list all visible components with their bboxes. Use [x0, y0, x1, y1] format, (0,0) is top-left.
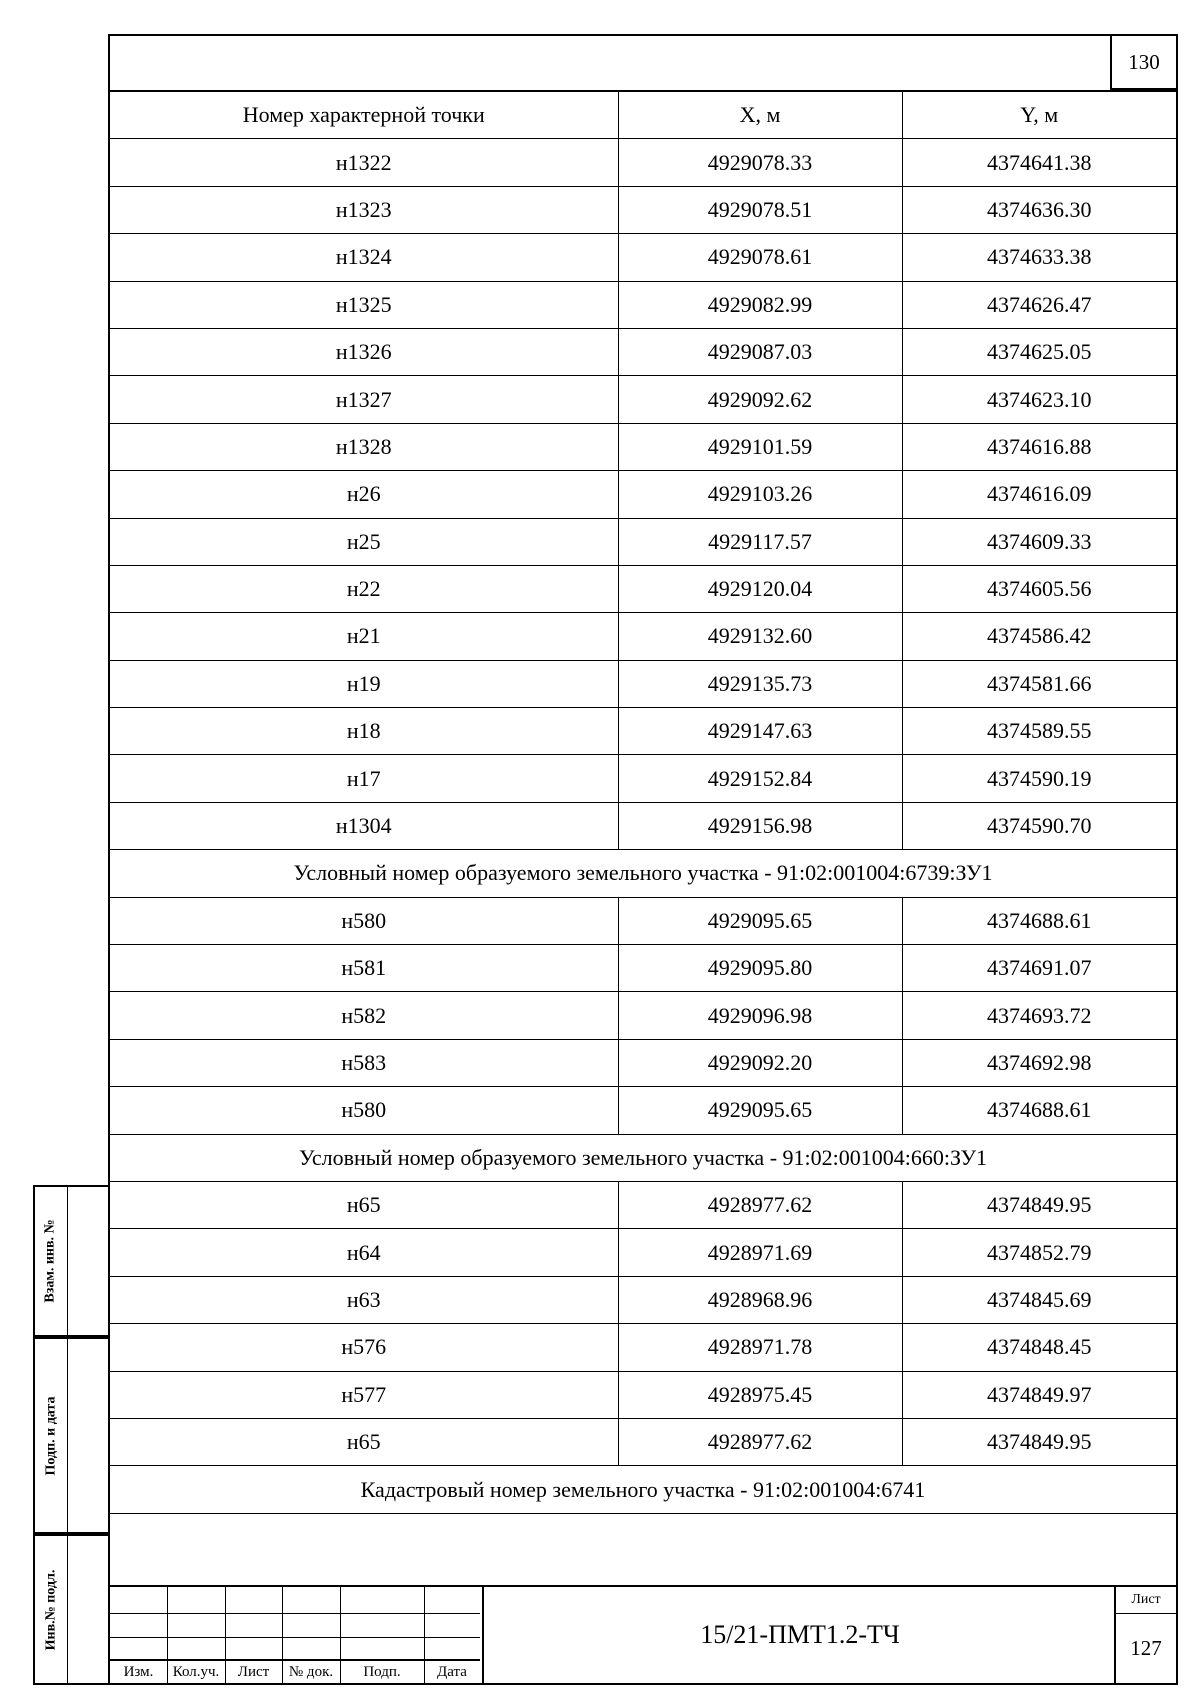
x-cell: 4929117.57: [618, 518, 902, 565]
point-cell: н17: [110, 755, 618, 802]
table-row: [110, 281, 1176, 328]
x-cell: 4928975.45: [618, 1371, 902, 1418]
table-row: [110, 1229, 1176, 1276]
y-cell: 4374848.45: [902, 1324, 1176, 1371]
y-cell: 4374625.05: [902, 328, 1176, 375]
table-row: [110, 423, 1176, 470]
y-cell: 4374605.56: [902, 565, 1176, 612]
point-cell: н26: [110, 471, 618, 518]
table-header-row: [110, 91, 1176, 139]
section-title: Условный номер образуемого земельного участка - 91:02:001004:6739:ЗУ1: [110, 850, 1176, 897]
point-cell: н65: [110, 1181, 618, 1228]
page-frame: [108, 34, 1178, 1685]
header-y: Y, м: [902, 91, 1176, 139]
header-x: X, м: [618, 91, 902, 139]
point-cell: н582: [110, 992, 618, 1039]
x-cell: 4929120.04: [618, 565, 902, 612]
point-cell: н583: [110, 1039, 618, 1086]
x-cell: 4929078.33: [618, 139, 902, 186]
table-row: [110, 186, 1176, 233]
point-cell: н65: [110, 1418, 618, 1465]
section-row: [110, 1466, 1176, 1513]
point-cell: н1322: [110, 139, 618, 186]
y-cell: 4374641.38: [902, 139, 1176, 186]
x-cell: 4929095.65: [618, 897, 902, 944]
coordinates-table: [110, 90, 1176, 1514]
stamp-label-signature: Подп.: [363, 1664, 401, 1680]
y-cell: 4374845.69: [902, 1276, 1176, 1323]
x-cell: 4929092.62: [618, 376, 902, 423]
table-row: [110, 1087, 1176, 1134]
table-row: [110, 945, 1176, 992]
x-cell: 4928971.78: [618, 1324, 902, 1371]
point-cell: н1327: [110, 376, 618, 423]
y-cell: 4374688.61: [902, 897, 1176, 944]
table-row: [110, 139, 1176, 186]
point-cell: н1328: [110, 423, 618, 470]
y-cell: 4374849.95: [902, 1418, 1176, 1465]
y-cell: 4374616.09: [902, 471, 1176, 518]
x-cell: 4929101.59: [618, 423, 902, 470]
table-row: [110, 376, 1176, 423]
y-cell: 4374626.47: [902, 281, 1176, 328]
table-row: [110, 802, 1176, 849]
y-cell: 4374693.72: [902, 992, 1176, 1039]
table-row: [110, 1418, 1176, 1465]
table-row: [110, 708, 1176, 755]
y-cell: 4374849.97: [902, 1371, 1176, 1418]
point-cell: н1326: [110, 328, 618, 375]
point-cell: н18: [110, 708, 618, 755]
x-cell: 4928977.62: [618, 1181, 902, 1228]
point-cell: н577: [110, 1371, 618, 1418]
table-row: [110, 992, 1176, 1039]
x-cell: 4929078.51: [618, 186, 902, 233]
document-code: 15/21-ПМТ1.2-ТЧ: [482, 1587, 1116, 1683]
section-title: Условный номер образуемого земельного участка - 91:02:001004:660:ЗУ1: [110, 1134, 1176, 1181]
side-field-podp: [33, 1337, 108, 1534]
point-cell: н1304: [110, 802, 618, 849]
table-row: [110, 1181, 1176, 1228]
x-cell: 4928977.62: [618, 1418, 902, 1465]
sheet-box: [1114, 1587, 1176, 1683]
y-cell: 4374691.07: [902, 945, 1176, 992]
x-cell: 4929078.61: [618, 234, 902, 281]
header-point: Номер характерной точки: [110, 91, 618, 139]
side-label-vzam: Взам. инв. №: [43, 1219, 59, 1303]
table-row: [110, 897, 1176, 944]
y-cell: 4374590.70: [902, 802, 1176, 849]
title-block: [110, 1585, 1176, 1683]
point-cell: н1323: [110, 186, 618, 233]
point-cell: н581: [110, 945, 618, 992]
revision-grid: [110, 1587, 480, 1683]
point-cell: н1324: [110, 234, 618, 281]
y-cell: 4374636.30: [902, 186, 1176, 233]
table-row: [110, 1324, 1176, 1371]
table-row: [110, 660, 1176, 707]
y-cell: 4374688.61: [902, 1087, 1176, 1134]
section-row: [110, 850, 1176, 897]
side-field-inv: [33, 1534, 108, 1685]
x-cell: 4929092.20: [618, 1039, 902, 1086]
x-cell: 4929156.98: [618, 802, 902, 849]
stamp-label-doc-no: № док.: [288, 1664, 334, 1680]
table-body: [110, 139, 1176, 1513]
y-cell: 4374589.55: [902, 708, 1176, 755]
table-row: [110, 565, 1176, 612]
x-cell: 4929135.73: [618, 660, 902, 707]
stamp-label-kol-uch: Кол.уч.: [172, 1664, 220, 1680]
y-cell: 4374633.38: [902, 234, 1176, 281]
x-cell: 4929152.84: [618, 755, 902, 802]
y-cell: 4374609.33: [902, 518, 1176, 565]
y-cell: 4374849.95: [902, 1181, 1176, 1228]
point-cell: н1325: [110, 281, 618, 328]
point-cell: н576: [110, 1324, 618, 1371]
table-row: [110, 613, 1176, 660]
section-title: Кадастровый номер земельного участка - 91:02:001004:6741: [110, 1466, 1176, 1513]
table-row: [110, 518, 1176, 565]
y-cell: 4374852.79: [902, 1229, 1176, 1276]
y-cell: 4374586.42: [902, 613, 1176, 660]
point-cell: н21: [110, 613, 618, 660]
point-cell: н580: [110, 1087, 618, 1134]
page-number: 130: [1110, 36, 1176, 90]
sheet-number: 127: [1130, 1635, 1162, 1660]
y-cell: 4374581.66: [902, 660, 1176, 707]
stamp-label-izm: Изм.: [123, 1664, 154, 1680]
x-cell: 4929087.03: [618, 328, 902, 375]
x-cell: 4928968.96: [618, 1276, 902, 1323]
x-cell: 4929103.26: [618, 471, 902, 518]
x-cell: 4929095.80: [618, 945, 902, 992]
point-cell: н580: [110, 897, 618, 944]
x-cell: 4929096.98: [618, 992, 902, 1039]
stamp-label-date: Дата: [437, 1664, 467, 1680]
table-row: [110, 234, 1176, 281]
section-row: [110, 1134, 1176, 1181]
table-row: [110, 328, 1176, 375]
point-cell: н63: [110, 1276, 618, 1323]
x-cell: 4929132.60: [618, 613, 902, 660]
side-label-podp: Подп. и дата: [43, 1396, 58, 1475]
table-row: [110, 471, 1176, 518]
table-row: [110, 755, 1176, 802]
x-cell: 4929147.63: [618, 708, 902, 755]
table-row: [110, 1276, 1176, 1323]
side-label-inv: Инв.№ подл.: [43, 1569, 58, 1650]
sheet-label: Лист: [1116, 1587, 1176, 1614]
side-field-vzam: [33, 1185, 108, 1337]
table-row: [110, 1039, 1176, 1086]
point-cell: н64: [110, 1229, 618, 1276]
stamp-label-list: Лист: [237, 1664, 270, 1680]
point-cell: н25: [110, 518, 618, 565]
y-cell: 4374616.88: [902, 423, 1176, 470]
y-cell: 4374623.10: [902, 376, 1176, 423]
table-row: [110, 1371, 1176, 1418]
x-cell: 4929095.65: [618, 1087, 902, 1134]
point-cell: н19: [110, 660, 618, 707]
y-cell: 4374590.19: [902, 755, 1176, 802]
x-cell: 4929082.99: [618, 281, 902, 328]
y-cell: 4374692.98: [902, 1039, 1176, 1086]
x-cell: 4928971.69: [618, 1229, 902, 1276]
point-cell: н22: [110, 565, 618, 612]
